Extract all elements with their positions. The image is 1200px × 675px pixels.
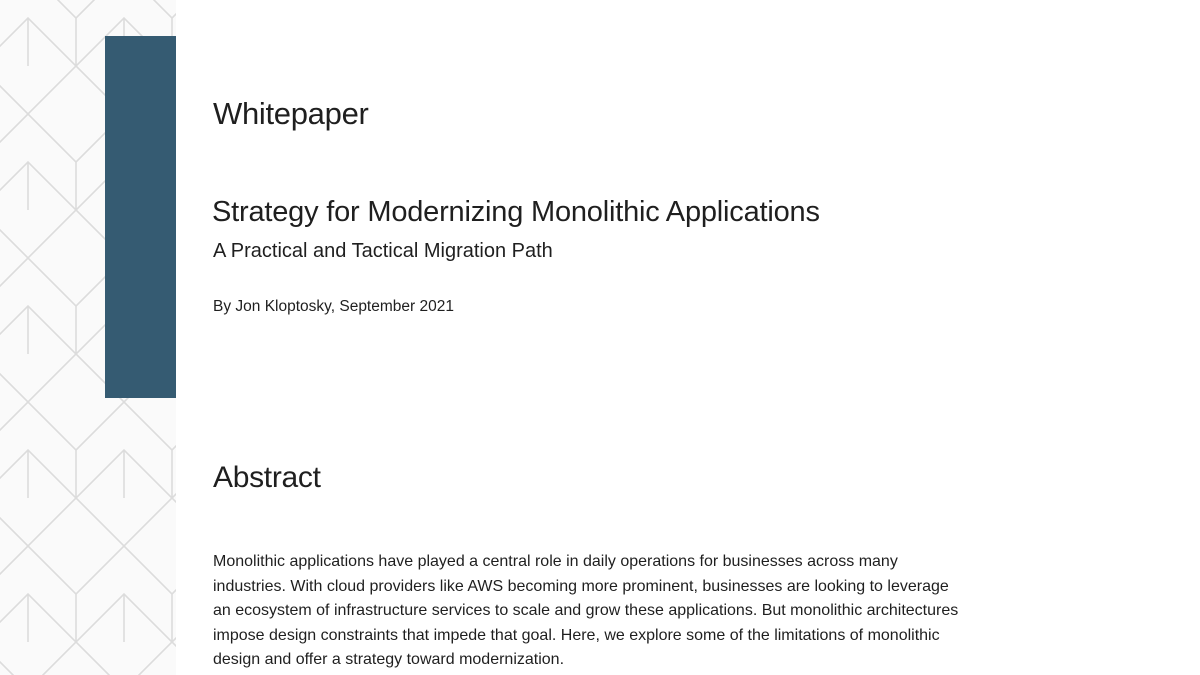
abstract-line: an ecosystem of infrastructure services to scale and grow these applications. But monolithic architectures <box>213 602 959 619</box>
abstract-line: industries. With cloud providers like AWS becoming more prominent, businesses are looking to leverage <box>213 577 949 595</box>
abstract-body <box>213 550 1093 673</box>
abstract-heading: Abstract <box>213 461 321 494</box>
abstract-line: design and offer a strategy toward modernization. <box>213 651 565 668</box>
abstract-line: impose design constraints that impede that goal. Here, we explore some of the limitations of monolithic <box>213 626 940 644</box>
accent-bar <box>105 36 176 398</box>
document-subtitle: A Practical and Tactical Migration Path <box>213 240 553 262</box>
document-byline: By Jon Kloptosky, September 2021 <box>213 298 454 315</box>
document-title: Strategy for Modernizing Monolithic Applications <box>212 196 820 228</box>
abstract-line: Monolithic applications have played a central role in daily operations for businesses across many <box>213 553 898 570</box>
document-type-label: Whitepaper <box>213 96 369 131</box>
